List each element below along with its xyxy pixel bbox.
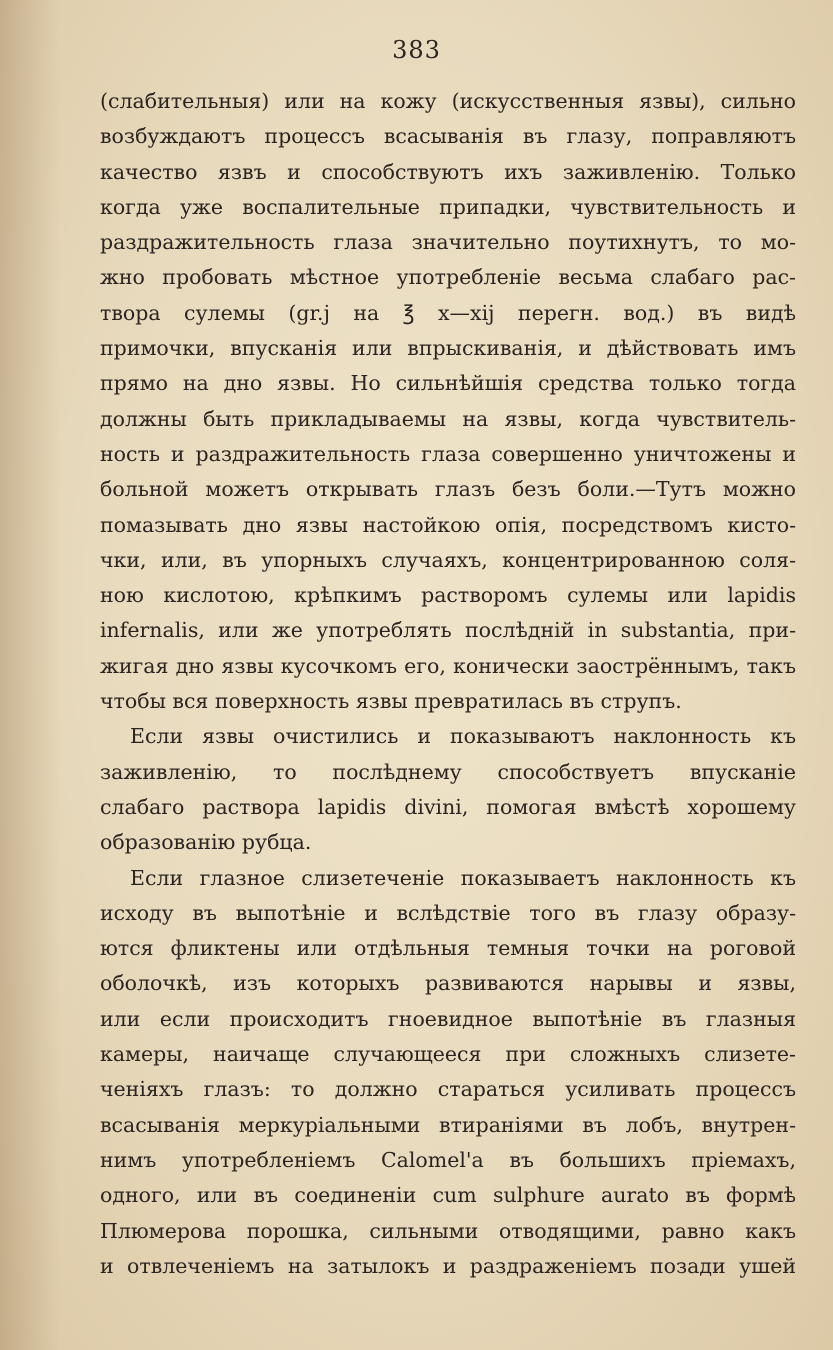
text-line: или если происходитъ гноевидное выпотѣніе въ глазныя (100, 1006, 796, 1031)
text-line: жигая дно язвы кусочкомъ его, конически заострённымъ, такъ (100, 653, 796, 678)
text-line: жно пробовать мѣстное употребленіе весьма слабаго рас- (100, 265, 796, 290)
body-text (100, 84, 796, 1284)
text-line: должны быть прикладываемы на язвы, когда чувствитель- (100, 406, 796, 431)
text-line: чтобы вся поверхность язвы превратилась въ струпъ. (100, 689, 682, 714)
text-line: ются фликтены или отдѣльныя темныя точки на роговой (100, 936, 796, 961)
text-line: твора сулемы (gr.j на ℥ x—xij перегн. вод.) въ видѣ (100, 300, 796, 325)
text-line: возбуждаютъ процессъ всасыванія въ глазу, поправляютъ (100, 124, 796, 149)
text-line: Если глазное слизетеченіе показываетъ наклонность къ (130, 865, 796, 890)
text-line: Если язвы очистились и показываютъ наклонность къ (130, 724, 796, 749)
text-line: раздражительность глаза значительно поутихнутъ, то мо- (100, 230, 796, 255)
text-line: ченіяхъ глазъ: то должно стараться усиливать процессъ (100, 1077, 796, 1102)
text-line: прямо на дно язвы. Но сильнѣйшія средства только тогда (100, 371, 796, 396)
text-line: образованію рубца. (100, 830, 312, 855)
text-line: примочки, впусканія или впрыскиванія, и дѣйствовать имъ (100, 336, 796, 361)
text-line: одного, или въ соединеніи cum sulphure aurato въ формѣ (100, 1183, 796, 1208)
text-line: помазывать дно язвы настойкою опія, посредствомъ кисто- (100, 512, 796, 537)
text-line: когда уже воспалительные припадки, чувствительность и (100, 194, 796, 219)
text-line: нимъ употребленіемъ Calomel'a въ большихъ пріемахъ, (100, 1147, 796, 1172)
text-line: заживленію, то послѣднему способствуетъ впусканіе (100, 759, 796, 784)
text-line: infernalis, или же употреблять послѣдній in substantia, при- (100, 618, 796, 643)
text-line: оболочкѣ, изъ которыхъ развиваются нарывы и язвы, (100, 971, 796, 996)
text-line: Плюмерова порошка, сильными отводящими, равно какъ (100, 1218, 796, 1243)
text-line: (слабительныя) или на кожу (искусственныя язвы), сильно (100, 89, 796, 113)
text-line: ною кислотою, крѣпкимъ растворомъ сулемы или lapidis (100, 583, 796, 608)
text-line: чки, или, въ упорныхъ случаяхъ, концентрированною соля- (100, 547, 796, 572)
text-line: ность и раздражительность глаза совершенно уничтожены и (100, 441, 796, 466)
text-line: исходу въ выпотѣніе и вслѣдствіе того въ глазу образу- (100, 900, 796, 925)
text-line: и отвлеченіемъ на затылокъ и раздраженіемъ позади ушей (100, 1253, 796, 1278)
text-line: камеры, наичаще случающееся при сложныхъ слизете- (100, 1042, 796, 1067)
page-number: 383 (392, 36, 441, 64)
text-line: больной можетъ открывать глазъ безъ боли.—Тутъ можно (100, 477, 796, 502)
text-line: всасыванія меркуріальными втираніями въ лобъ, внутрен- (100, 1112, 796, 1137)
text-line: качество язвъ и способствуютъ ихъ заживленію. Только (100, 159, 796, 184)
text-line: слабаго раствора lapidis divini, помогая вмѣстѣ хорошему (100, 794, 796, 819)
